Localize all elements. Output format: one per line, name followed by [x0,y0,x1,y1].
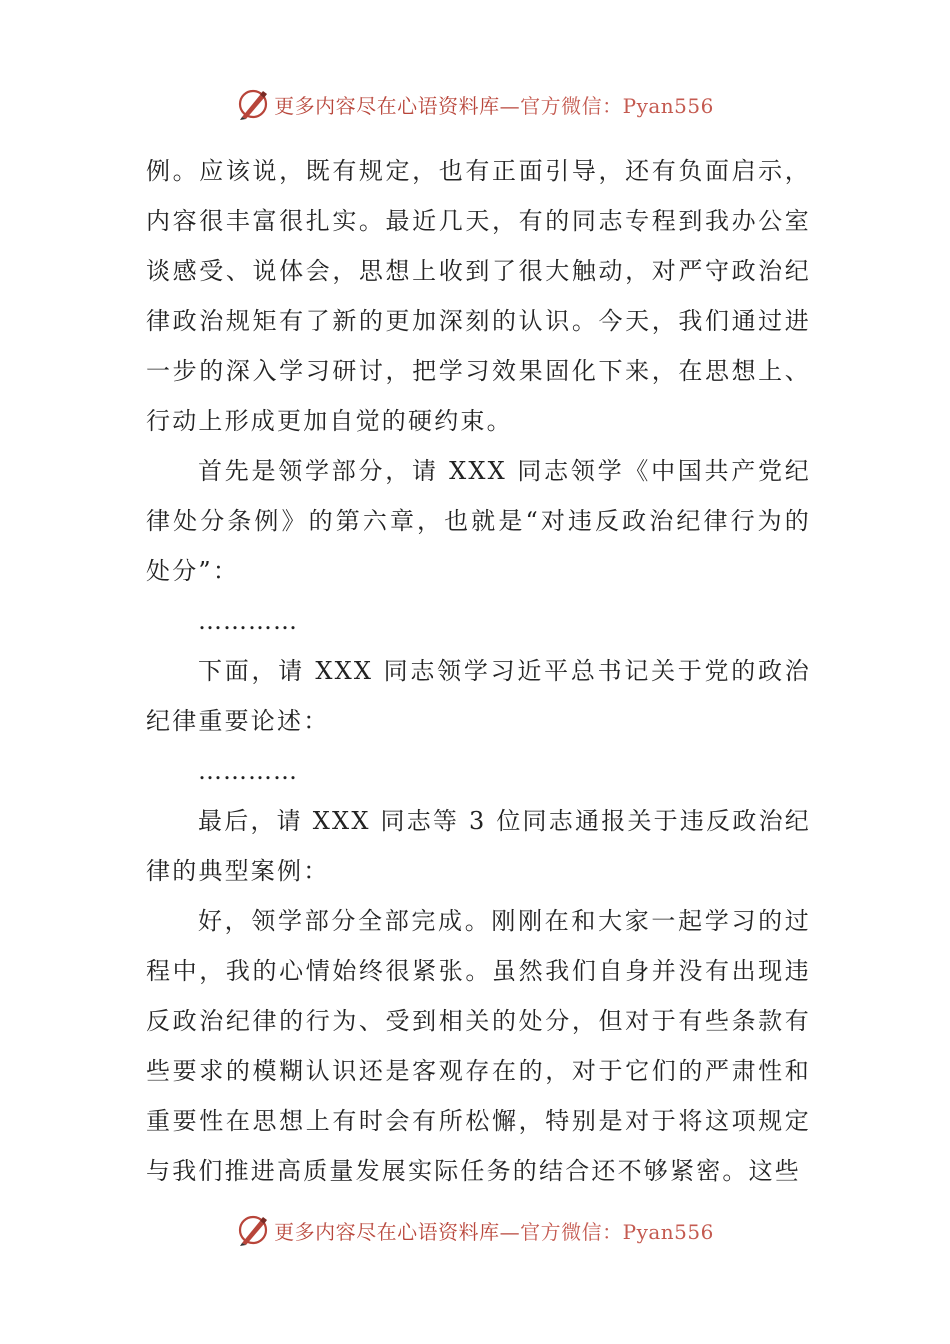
header-brand: 更多内容尽在心语资料库 [274,93,500,118]
paragraph-reflection: 好，领学部分全部完成。刚刚在和大家一起学习的过程中，我的心情始终很紧张。虽然我们自身并没有出现违反政治纪律的行为、受到相关的处分，但对于有些条款有些要求的模糊认识还是客观存在的，对于它们的严肃性和重要性在思想上有时会有所松懈，特别是对于将这项规定与我们推进高质量发展实际任务的结合还不够紧密。这些 [146,907,811,1185]
footer-brand-text [274,1216,714,1245]
header-brand-text [274,90,714,119]
document-body [146,146,811,1196]
pen-circle-logo-icon [236,1213,270,1247]
header-wechat: 官方微信：Pyan556 [520,93,714,118]
paragraph-continuation: 例。应该说，既有规定，也有正面引导，还有负面启示，内容很丰富很扎实。最近几天，有的同志专程到我办公室谈感受、说体会，思想上收到了很大触动，对严守政治纪律政治规矩有了新的更加深刻的认识。今天，我们通过进一步的深入学习研讨，把学习效果固化下来，在思想上、行动上形成更加自觉的硬约束。 [146,157,811,435]
paragraph-next-study: 下面，请 XXX 同志领学习近平总书记关于党的政治纪律重要论述： [146,657,811,735]
header-dash: — [499,93,521,118]
footer-banner [0,1208,950,1252]
paragraph-cases: 最后，请 XXX 同志等 3 位同志通报关于违反政治纪律的典型案例： [146,807,811,885]
paragraph-lead-study: 首先是领学部分，请 XXX 同志领学《中国共产党纪律处分条例》的第六章，也就是“对违反政治纪律行为的处分”： [146,457,811,585]
footer-wechat: 官方微信：Pyan556 [520,1219,714,1244]
footer-dash: — [499,1219,521,1244]
ellipsis-line: ………… [198,607,298,635]
header-banner [0,82,950,126]
footer-brand: 更多内容尽在心语资料库 [274,1219,500,1244]
pen-circle-logo-icon [236,87,270,121]
ellipsis-line: ………… [198,757,298,785]
